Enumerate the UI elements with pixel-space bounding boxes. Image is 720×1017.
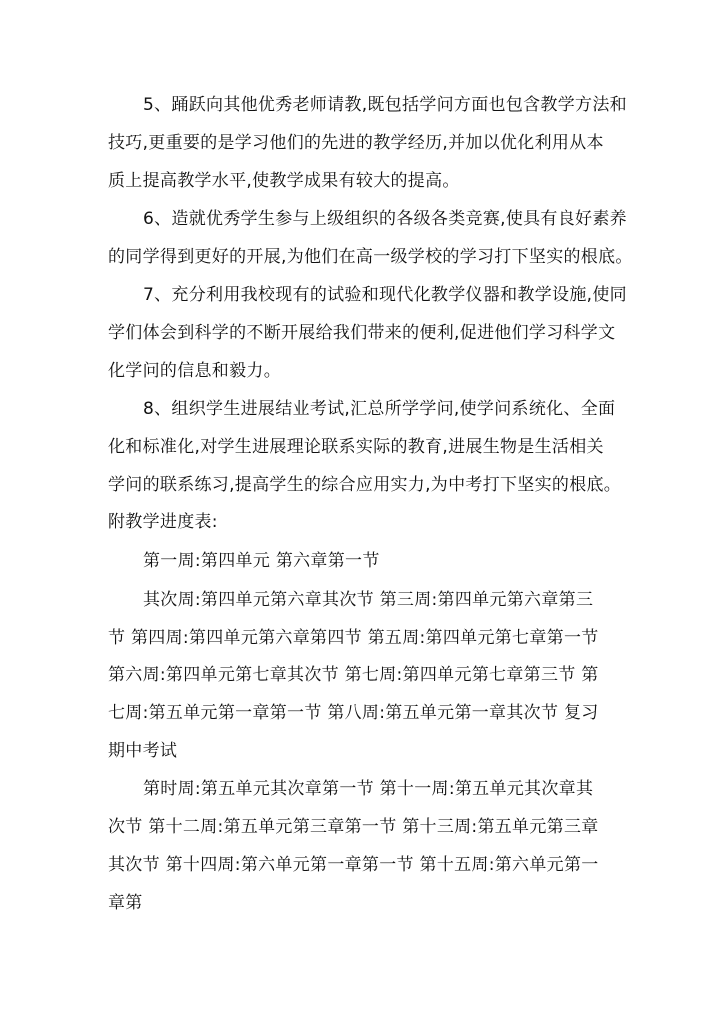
paragraph-5-line-2: 技巧,更重要的是学习他们的先进的教学经历,并加以优化利用从本 <box>108 133 604 153</box>
schedule-block-1-line-5: 期中考试 <box>108 741 178 761</box>
schedule-block-2-line-4: 章第 <box>108 893 143 913</box>
paragraph-7-line-1: 7、充分利用我校现有的试验和现代化教学仪器和教学设施,使同 <box>143 285 627 305</box>
schedule-block-1-line-4: 七周:第五单元第一章第一节 第八周:第五单元第一章其次节 复习 <box>108 703 599 723</box>
schedule-block-2-line-3: 其次节 第十四周:第六单元第一章第一节 第十五周:第六单元第一 <box>108 855 599 875</box>
schedule-block-1-line-2: 节 第四周:第四单元第六章第四节 第五周:第四单元第七章第一节 <box>108 628 599 648</box>
schedule-block-1-line-3: 第六周:第四单元第七章其次节 第七周:第四单元第七章第三节 第 <box>108 665 599 685</box>
paragraph-5-line-1: 5、踊跃向其他优秀老师请教,既包括学问方面也包含教学方法和 <box>143 95 627 115</box>
paragraph-8-line-2: 化和标准化,对学生进展理论联系实际的教育,进展生物是生活相关 <box>108 437 604 457</box>
paragraph-5-line-3: 质上提高教学水平,使教学成果有较大的提高。 <box>108 171 460 191</box>
schedule-block-2-line-1: 第时周:第五单元其次章第一节 第十一周:第五单元其次章其 <box>143 779 594 799</box>
schedule-block-1-line-1: 其次周:第四单元第六章其次节 第三周:第四单元第六章第三 <box>143 590 594 610</box>
paragraph-6-line-1: 6、造就优秀学生参与上级组织的各级各类竞赛,使具有良好素养 <box>143 209 627 229</box>
schedule-week-1: 第一周:第四单元 第六章第一节 <box>143 551 380 571</box>
paragraph-8-line-3: 学问的联系练习,提高学生的综合应用实力,为中考打下坚实的根底。 <box>108 475 622 495</box>
paragraph-8-line-1: 8、组织学生进展结业考试,汇总所学学问,使学问系统化、全面 <box>143 399 616 419</box>
paragraph-7-line-2: 学们体会到科学的不断开展给我们带来的便利,促进他们学习科学文 <box>108 323 616 343</box>
schedule-heading: 附教学进度表: <box>108 512 218 532</box>
paragraph-6-line-2: 的同学得到更好的开展,为他们在高一级学校的学习打下坚实的根底。 <box>108 247 633 267</box>
schedule-block-2-line-2: 次节 第十二周:第五单元第三章第一节 第十三周:第五单元第三章 <box>108 817 599 837</box>
paragraph-7-line-3: 化学问的信息和毅力。 <box>108 361 281 381</box>
